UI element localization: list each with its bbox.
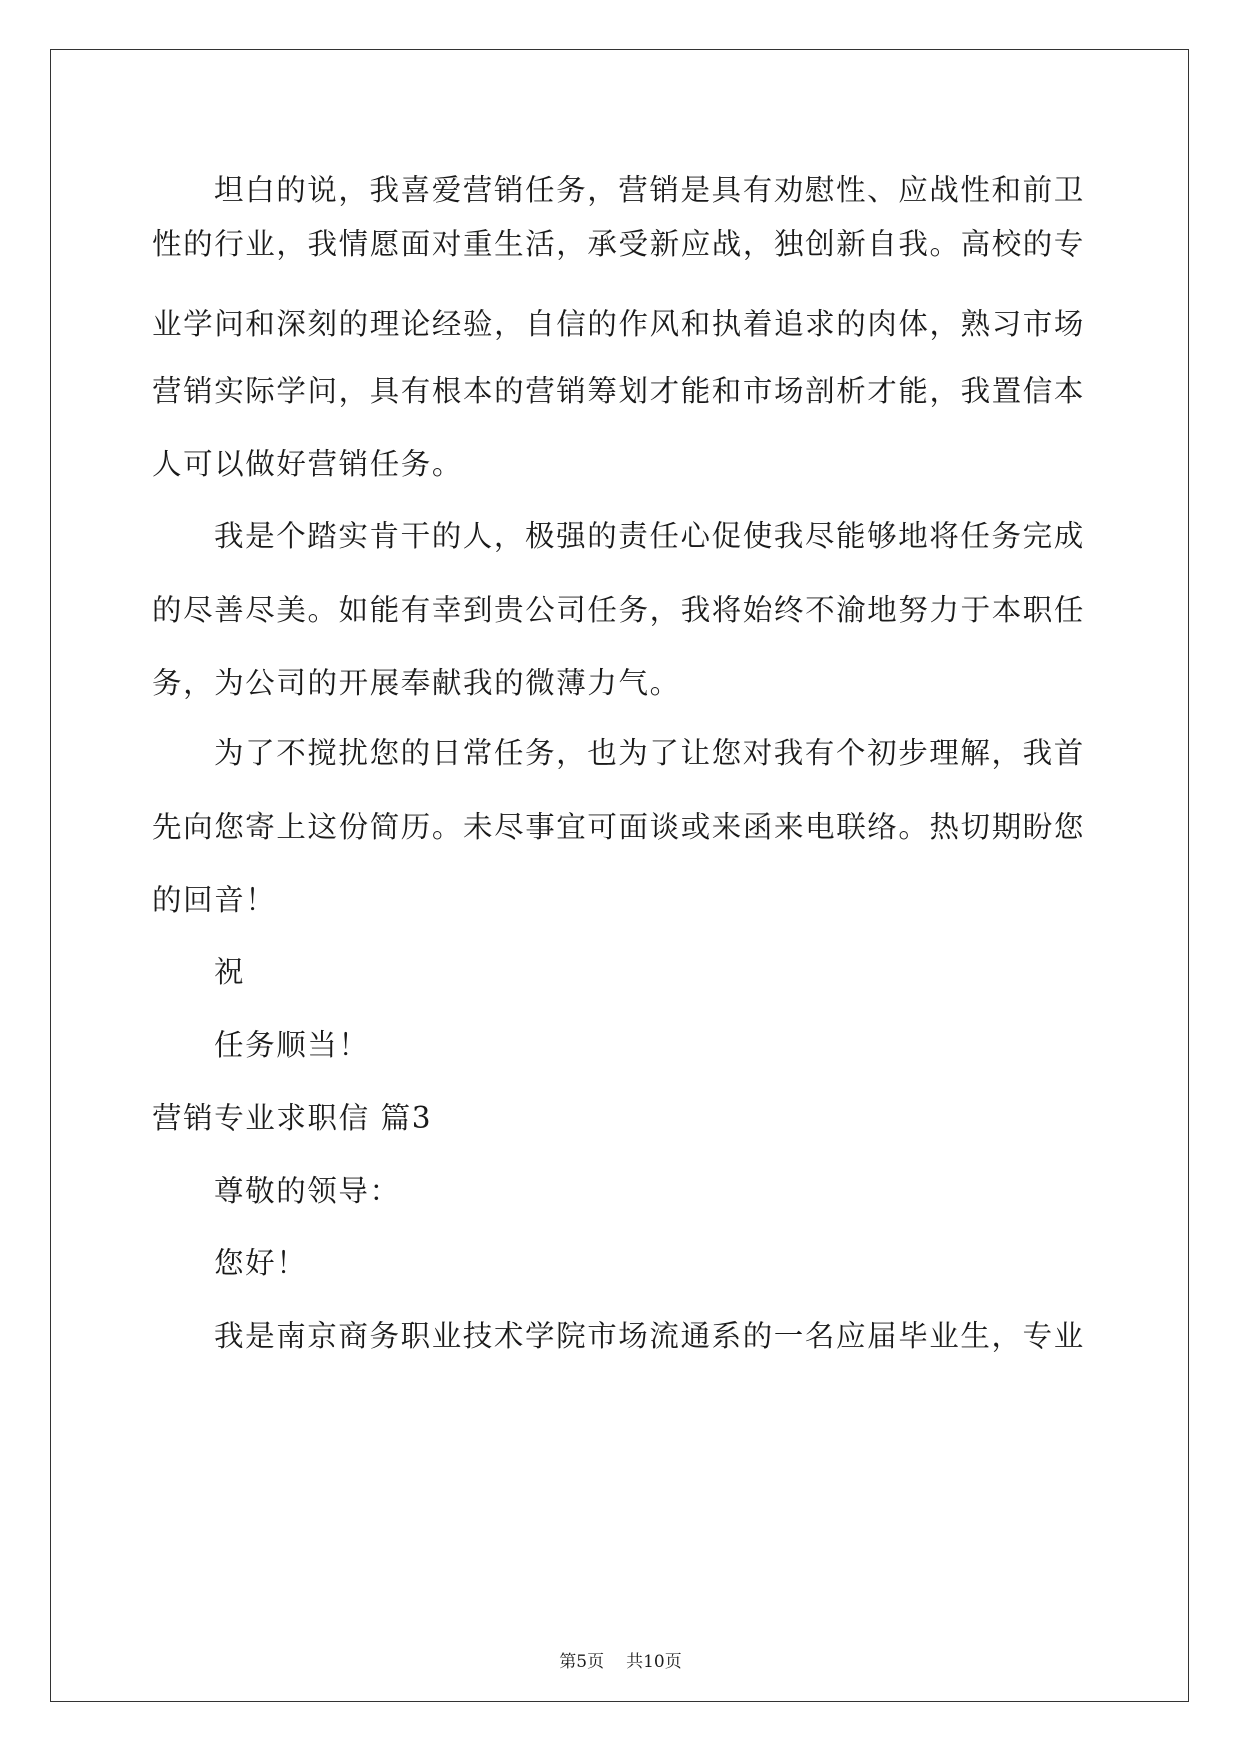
salutation: 尊敬的领导：: [214, 1174, 401, 1208]
page-number-total: 共10页: [626, 1652, 682, 1672]
page-number-current: 第5页: [559, 1652, 605, 1672]
section-heading: 营销专业求职信 篇3: [152, 1101, 433, 1135]
page-border: [50, 49, 1189, 1702]
paragraph-line: 业学问和深刻的理论经验，自信的作风和执着追求的肉体，熟习市场: [152, 307, 1086, 341]
paragraph-line: 务，为公司的开展奉献我的微薄力气。: [152, 666, 681, 700]
paragraph-line: 人可以做好营销任务。: [152, 447, 464, 481]
paragraph-line: 为了不搅扰您的日常任务，也为了让您对我有个初步理解，我首: [214, 736, 1085, 770]
paragraph-line: 性的行业，我情愿面对重生活，承受新应战，独创新自我。高校的专: [152, 227, 1086, 261]
paragraph-line: 先向您寄上这份简历。未尽事宜可面谈或来函来电联络。热切期盼您: [152, 810, 1086, 844]
paragraph-line: 我是个踏实肯干的人，极强的责任心促使我尽能够地将任务完成: [214, 519, 1085, 553]
page-footer: [0, 1650, 1241, 1674]
paragraph-line: 营销实际学问，具有根本的营销筹划才能和市场剖析才能，我置信本: [152, 374, 1086, 408]
paragraph-line: 我是南京商务职业技术学院市场流通系的一名应届毕业生，专业: [214, 1319, 1085, 1353]
greeting: 您好！: [214, 1246, 308, 1280]
paragraph-line: 的回音！: [152, 883, 277, 917]
paragraph-line: 坦白的说，我喜爱营销任务，营销是具有劝慰性、应战性和前卫: [214, 173, 1085, 207]
paragraph-line: 的尽善尽美。如能有幸到贵公司任务，我将始终不渝地努力于本职任: [152, 593, 1086, 627]
closing-greeting: 祝: [214, 955, 246, 989]
closing-wish: 任务顺当！: [214, 1028, 370, 1062]
